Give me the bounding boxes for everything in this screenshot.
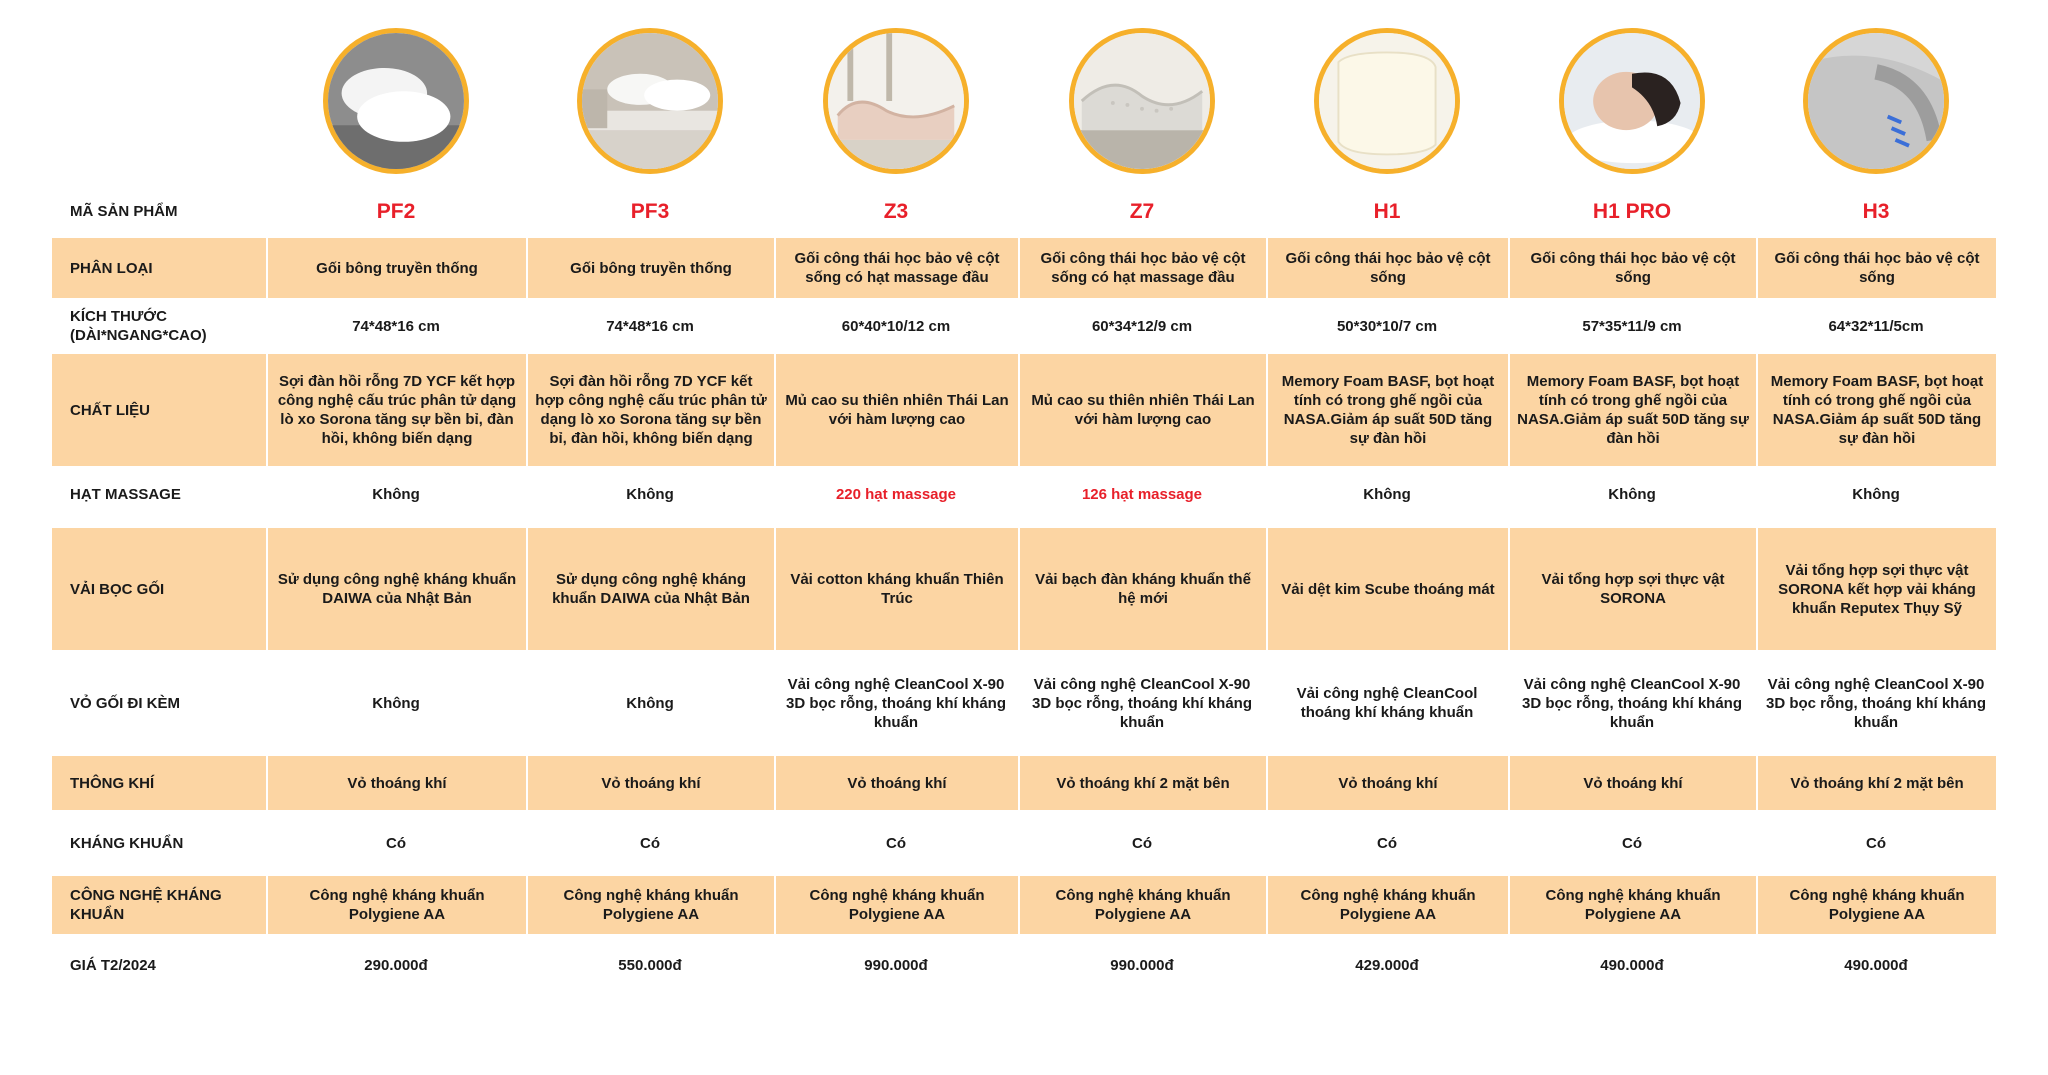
table-cell: 74*48*16 cm: [606, 317, 694, 335]
table-cell: Vỏ thoáng khí: [266, 756, 526, 810]
price-cell: 490.000đ: [1600, 956, 1664, 974]
table-cell: Có: [1622, 834, 1642, 852]
product-image-h3: [1756, 28, 1996, 190]
table-cell: 74*48*16 cm: [352, 317, 440, 335]
row-ventilation: [52, 756, 1996, 810]
pillow-pair-icon: [323, 28, 469, 174]
table-cell: 57*35*11/9 cm: [1582, 317, 1682, 335]
table-cell: Vải công nghệ CleanCool X-90 3D bọc rỗng, thoáng khí kháng khuẩn: [785, 675, 1006, 731]
contour-pillow-icon: [1069, 28, 1215, 174]
person-sleeping-icon: [1559, 28, 1705, 174]
table-cell: Sợi đàn hồi rỗng 7D YCF kết hợp công nghệ cấu trúc phân tử dạng lò xo Sorona tăng sự bền bỉ, đàn hồi, không biến dạng: [266, 354, 526, 466]
product-image-h1-pro: [1508, 28, 1756, 190]
foam-pillow-icon: [1314, 28, 1460, 174]
row-label: THÔNG KHÍ: [52, 756, 266, 810]
table-cell: Không: [626, 485, 674, 503]
table-cell: Vỏ thoáng khí 2 mặt bên: [1756, 756, 1996, 810]
contour-pillow-icon: [823, 28, 969, 174]
table-cell: Không: [626, 694, 674, 712]
table-cell: Vải công nghệ CleanCool X-90 3D bọc rỗng, thoáng khí kháng khuẩn: [1765, 675, 1986, 731]
table-cell: Công nghệ kháng khuẩn Polygiene AA: [1756, 876, 1996, 934]
price-cell: 490.000đ: [1844, 956, 1908, 974]
product-image-z7: [1018, 28, 1266, 190]
product-code: H3: [1862, 199, 1890, 223]
table-cell: Có: [1132, 834, 1152, 852]
row-fabric: [52, 528, 1996, 650]
table-cell: Vải tổng hợp sợi thực vật SORONA kết hợp vải kháng khuẩn Reputex Thụy Sỹ: [1756, 528, 1996, 650]
table-cell: Công nghệ kháng khuẩn Polygiene AA: [1266, 876, 1508, 934]
table-cell: Vỏ thoáng khí 2 mặt bên: [1018, 756, 1266, 810]
row-antibacterial-tech: [52, 876, 1996, 934]
table-cell: Không: [1363, 485, 1411, 503]
row-massage: [52, 466, 1996, 522]
row-label: MÃ SẢN PHẨM: [70, 202, 178, 220]
price-cell: 990.000đ: [1110, 956, 1174, 974]
table-cell: Vải công nghệ CleanCool X-90 3D bọc rỗng, thoáng khí kháng khuẩn: [1521, 675, 1742, 731]
row-pillow-case: [52, 650, 1996, 756]
table-cell: 50*30*10/7 cm: [1336, 317, 1438, 335]
table-cell: Sử dụng công nghệ kháng khuẩn DAIWA của Nhật Bản: [266, 528, 526, 650]
row-label: KHÁNG KHUẨN: [70, 834, 184, 852]
row-label: KÍCH THƯỚC (DÀI*NGANG*CAO): [70, 308, 207, 344]
row-label: HẠT MASSAGE: [70, 485, 181, 503]
table-cell: Có: [386, 834, 406, 852]
table-cell: Không: [1608, 485, 1656, 503]
row-label: CHẤT LIỆU: [52, 354, 266, 466]
product-code: PF2: [376, 199, 416, 223]
table-cell: Gối công thái học bảo vệ cột sống: [1756, 238, 1996, 298]
product-image-pf3: [526, 28, 774, 190]
row-label: VẢI BỌC GỐI: [52, 528, 266, 650]
table-cell: Công nghệ kháng khuẩn Polygiene AA: [1508, 876, 1756, 934]
pillow-pair-bed-icon: [577, 28, 723, 174]
table-cell: Vải dệt kim Scube thoáng mát: [1266, 528, 1508, 650]
table-cell: Gối công thái học bảo vệ cột sống có hạt massage đầu: [774, 238, 1018, 298]
table-cell: Gối công thái học bảo vệ cột sống có hạt massage đầu: [1018, 238, 1266, 298]
product-code: Z7: [1129, 199, 1155, 223]
product-code: H1 PRO: [1592, 199, 1672, 223]
table-cell: Vải công nghệ CleanCool thoáng khí kháng khuẩn: [1296, 685, 1478, 721]
table-cell: Memory Foam BASF, bọt hoạt tính có trong ghế ngồi của NASA.Giảm áp suất 50D tăng sự đàn hồi: [1266, 354, 1508, 466]
table-cell-highlight: 220 hạt massage: [835, 485, 957, 503]
price-cell: 429.000đ: [1355, 956, 1419, 974]
row-label: CÔNG NGHỆ KHÁNG KHUẨN: [52, 876, 266, 934]
comparison-table: [52, 28, 1996, 996]
table-cell: Vỏ thoáng khí: [526, 756, 774, 810]
table-cell: 64*32*11/5cm: [1828, 317, 1924, 335]
table-cell: Có: [886, 834, 906, 852]
product-images-row: [52, 28, 1996, 190]
table-cell: Vải công nghệ CleanCool X-90 3D bọc rỗng, thoáng khí kháng khuẩn: [1031, 675, 1252, 731]
table-cell: Công nghệ kháng khuẩn Polygiene AA: [774, 876, 1018, 934]
table-cell: Gối bông truyền thống: [266, 238, 526, 298]
table-cell: Mủ cao su thiên nhiên Thái Lan với hàm lượng cao: [1018, 354, 1266, 466]
price-cell: 290.000đ: [364, 956, 428, 974]
product-code: Z3: [883, 199, 909, 223]
table-cell: Vải tổng hợp sợi thực vật SORONA: [1508, 528, 1756, 650]
table-cell: Có: [1377, 834, 1397, 852]
row-type: [52, 238, 1996, 298]
table-cell: Vải cotton kháng khuẩn Thiên Trúc: [774, 528, 1018, 650]
table-cell: 60*34*12/9 cm: [1091, 317, 1193, 335]
row-size: [52, 298, 1996, 354]
table-cell: Gối bông truyền thống: [526, 238, 774, 298]
table-cell: Sợi đàn hồi rỗng 7D YCF kết hợp công nghệ cấu trúc phân tử dạng lò xo Sorona tăng sự bền bỉ, đàn hồi, không biến dạng: [526, 354, 774, 466]
product-image-pf2: [266, 28, 526, 190]
table-cell: Vỏ thoáng khí: [1508, 756, 1756, 810]
table-cell: Công nghệ kháng khuẩn Polygiene AA: [526, 876, 774, 934]
row-label: PHÂN LOẠI: [52, 238, 266, 298]
row-price: [52, 934, 1996, 996]
product-image-z3: [774, 28, 1018, 190]
table-cell: 60*40*10/12 cm: [841, 317, 951, 335]
table-cell: Memory Foam BASF, bọt hoạt tính có trong ghế ngồi của NASA.Giảm áp suất 50D tăng sự đàn hồi: [1508, 354, 1756, 466]
table-cell: Vỏ thoáng khí: [1266, 756, 1508, 810]
row-antibacterial: [52, 810, 1996, 876]
row-label: GIÁ T2/2024: [70, 956, 156, 974]
table-cell: Vỏ thoáng khí: [774, 756, 1018, 810]
product-code: PF3: [630, 199, 670, 223]
table-cell: Không: [1852, 485, 1900, 503]
table-cell: Không: [372, 485, 420, 503]
price-cell: 990.000đ: [864, 956, 928, 974]
table-cell: Mủ cao su thiên nhiên Thái Lan với hàm lượng cao: [774, 354, 1018, 466]
table-cell: Gối công thái học bảo vệ cột sống: [1508, 238, 1756, 298]
pillow-airflow-icon: [1803, 28, 1949, 174]
table-cell: Có: [1866, 834, 1886, 852]
table-cell: Sử dụng công nghệ kháng khuẩn DAIWA của Nhật Bản: [526, 528, 774, 650]
row-product-code: [52, 190, 1996, 232]
price-cell: 550.000đ: [618, 956, 682, 974]
row-label: VỎ GỐI ĐI KÈM: [70, 694, 181, 712]
row-material: [52, 354, 1996, 466]
table-cell: Không: [372, 694, 420, 712]
table-cell: Công nghệ kháng khuẩn Polygiene AA: [1018, 876, 1266, 934]
table-cell-highlight: 126 hạt massage: [1081, 485, 1203, 503]
table-cell: Công nghệ kháng khuẩn Polygiene AA: [266, 876, 526, 934]
product-code: H1: [1373, 199, 1401, 223]
table-cell: Memory Foam BASF, bọt hoạt tính có trong ghế ngồi của NASA.Giảm áp suất 50D tăng sự đàn hồi: [1756, 354, 1996, 466]
table-cell: Có: [640, 834, 660, 852]
product-image-h1: [1266, 28, 1508, 190]
table-cell: Gối công thái học bảo vệ cột sống: [1266, 238, 1508, 298]
table-cell: Vải bạch đàn kháng khuẩn thế hệ mới: [1018, 528, 1266, 650]
